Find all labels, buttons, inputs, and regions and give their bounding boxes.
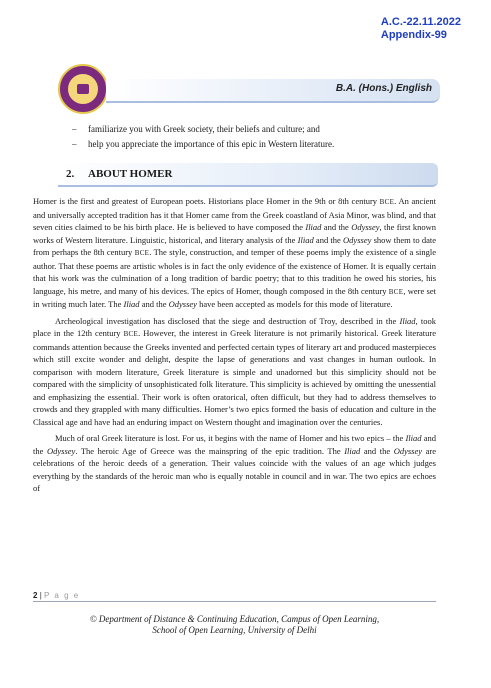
reference-block	[381, 16, 461, 42]
page-separator: |	[39, 591, 42, 600]
paragraph-2	[33, 315, 436, 429]
era-abbrev: BCE	[388, 287, 404, 296]
text-run: show them to date from perhaps the 8th century	[33, 234, 436, 257]
text-run: Homer is the first and greatest of European poets. Historians place Homer in the 9th or 8th century	[33, 196, 380, 206]
text-run: took place in the 12th century	[33, 315, 436, 338]
course-banner	[106, 79, 440, 103]
era-abbrev: BCE	[134, 249, 150, 257]
university-seal-icon	[58, 64, 108, 114]
objectives-list	[72, 122, 452, 152]
text-run: and the	[313, 234, 344, 245]
work-title: Iliad	[344, 445, 361, 456]
section-heading	[58, 163, 438, 187]
work-title: Iliad,	[399, 315, 418, 326]
section-title: ABOUT HOMER	[88, 168, 173, 180]
text-run: and the	[360, 445, 394, 456]
work-title: Odyssey	[343, 234, 372, 245]
text-run: Archeological investigation has disclosed that the siege and destruction of Troy, described in the	[55, 315, 400, 326]
work-title: Odyssey	[351, 222, 380, 232]
page-number-value: 2	[33, 591, 38, 600]
dash-marker: –	[72, 139, 77, 149]
body-text	[33, 195, 436, 499]
work-title: Iliad	[297, 234, 314, 245]
list-item-text: familiarize you with Greek society, their beliefs and culture; and	[88, 124, 320, 134]
work-title: Iliad	[305, 222, 322, 232]
course-title: B.A. (Hons.) English	[335, 83, 432, 94]
section-number: 2.	[66, 168, 75, 180]
era-abbrev: BCE	[379, 198, 395, 206]
text-run: . The style, construction, and temper of these poems imply the existence of a single author. That these poems are artistic wholes is in fact the only evidence of the existence of Homer. It is equally certain that his work was the culmination of a long tradition of bardic poetry; that to this tradition he owed his stories, his language, his metre, and many of his devices. The epics of Homer, though composed in the 8th century	[33, 247, 436, 296]
text-run: . An ancient and universally accepted tradition has it that Homer came from the Greek coastland of Asia Minor, was blind, and that seven cities claimed to be his birth place. He is believed to have composed the	[33, 196, 436, 232]
footer-line-1: © Department of Distance & Continuing Education, Campus of Open Learning,	[89, 614, 380, 624]
work-title: Iliad	[405, 433, 422, 443]
work-title: Odyssey	[393, 445, 423, 456]
paragraph-3	[33, 432, 436, 495]
text-run: , the first known works of Western literature. Linguistic, historical, and literary analysis of the	[33, 222, 436, 245]
ac-reference: A.C.-22.11.2022	[380, 16, 461, 28]
text-run: and the	[33, 433, 436, 456]
list-item-text: help you appreciate the importance of this epic in Western literature.	[88, 139, 335, 149]
list-item	[72, 137, 452, 152]
work-title: Odyssey	[168, 299, 197, 309]
text-run: have been accepted as models for this mode of literature.	[196, 299, 393, 309]
dash-marker: –	[72, 124, 77, 134]
work-title: Odyssey	[46, 445, 76, 456]
text-run: , were set in writing much later. The	[33, 285, 436, 309]
page-number	[33, 591, 80, 600]
footer-line-2: School of Open Learning, University of Delhi	[152, 625, 317, 635]
text-run: . The heroic Age of Greece was the mainspring of the epic tradition. The	[75, 445, 345, 456]
text-run: are celebrations of the heroic deeds of a generation. Their values coincide with the values of an age which judges everything by the standards of the heroic man who is equally notable in council and in war. The two epics are echoes of	[33, 445, 436, 493]
paragraph-1	[33, 195, 436, 311]
appendix-label: Appendix-99	[380, 29, 447, 41]
text-run: and the	[139, 299, 169, 309]
text-run: . However, the interest in Greek literature is not primarily historical. Greek literature commands attention because the Greeks invented and perfected certain types of literary art and produced masterpieces which still excite wonder and delight, despite the lapse of generations and vast changes in human outlook. In comparison with modern literature, Greek literature is simple and unadorned but this simplicity should not be compared with the simplicity of unsophisticated folk literature. This simplicity is achieved by omitting the unessential and emphasizing the essential. Their work is often oratorical, often difficult, but they had to address themselves to crowds and they grappled with many difficulties. Homer’s two epics formed the basis of education and culture in the Classical age and have had an enduring impact on Western thought and imagination over the centuries.	[33, 328, 437, 427]
seal-inner	[67, 73, 99, 105]
text-run: Much of oral Greek literature is lost. For us, it begins with the name of Homer and his two epics – the	[55, 433, 406, 443]
page-label: P a g e	[44, 591, 80, 600]
footer-divider	[33, 601, 436, 602]
list-item	[72, 122, 452, 137]
work-title: Iliad	[123, 299, 140, 309]
era-abbrev: BCE	[123, 330, 139, 338]
footer-credit	[33, 614, 436, 636]
text-run: and the	[321, 222, 352, 232]
